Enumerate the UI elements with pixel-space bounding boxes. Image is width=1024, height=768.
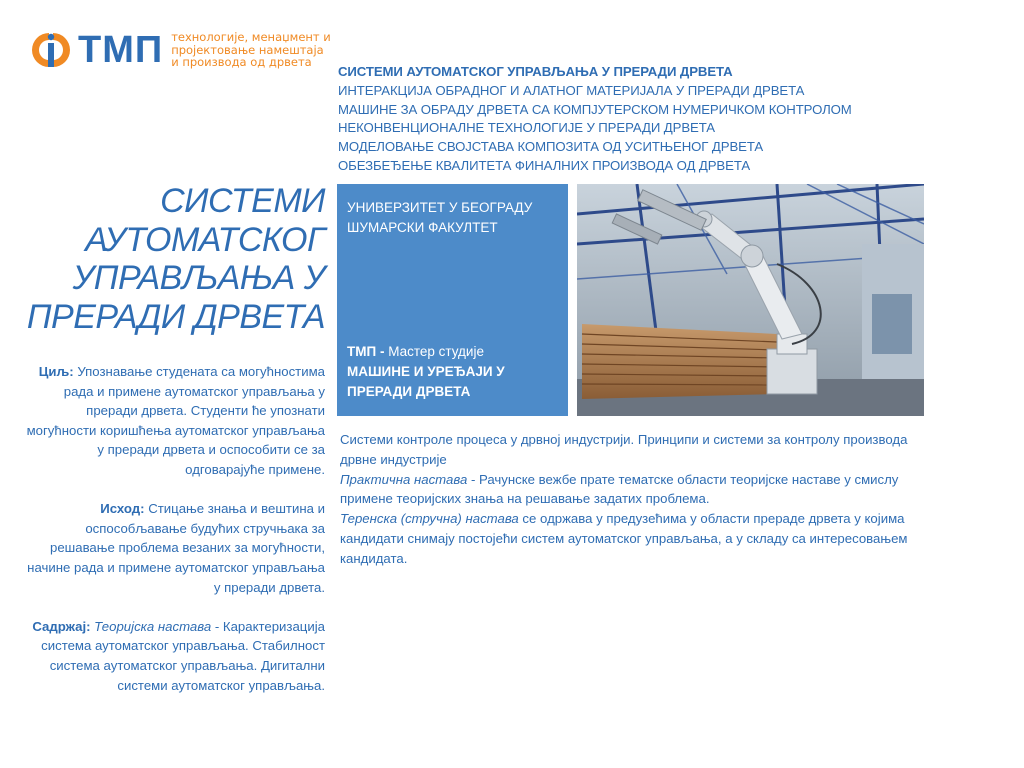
course-list: [338, 63, 852, 176]
course-item[interactable]: МОДЕЛОВАЊЕ СВОЈСТАВА КОМПОЗИТА ОД УСИТЊЕНОГ ДРВЕТА: [338, 139, 764, 155]
goal-paragraph: Циљ: Упознавање студената са могућностима рада и примене аутоматског управљања у преради дрвета. Студенти ће упознати могућности коришћења аутоматског управљања у преради дрвета и оспособити се за одговарајуће примене.: [26, 364, 325, 477]
field-paragraph: Теренска (стручна) настава се одржава у предузећима у области прераде дрвета у којима кандидати снимају постојећи систем аутоматског управљања, а у складу са интересовањем кандидата.: [340, 511, 908, 566]
logo-tagline: технологије, менаџмент и пројектовање намештаја и производа од дрвета: [171, 30, 331, 70]
course-item-active[interactable]: СИСТЕМИ АУТОМАТСКОГ УПРАВЉАЊА У ПРЕРАДИ ДРВЕТА: [338, 64, 733, 79]
program-box: [337, 184, 568, 416]
practical-paragraph: Практична настава - Рачунске вежбе прате тематске области теоријске наставе у смислу примене теоријских знања на решавање задатих проблема.: [340, 471, 899, 507]
course-summary: [24, 362, 325, 715]
program-info: ТМП - Мастер студије МАШИНЕ И УРЕЂАЈИ У ПРЕРАДИ ДРВЕТА: [347, 344, 505, 399]
content-paragraph: Садржај: Теоријска настава - Карактеризација система аутоматског управљања. Стабилност система аутоматског управљања. Дигитални системи аутоматског управљања.: [32, 618, 325, 693]
course-item[interactable]: МАШИНЕ ЗА ОБРАДУ ДРВЕТА СА КОМПЈУТЕРСКОМ НУМЕРИЧКОМ КОНТРОЛОМ: [338, 101, 852, 117]
tmp-logo-icon: [30, 29, 72, 71]
course-item[interactable]: ОБЕЗБЕЂЕЊЕ КВАЛИТЕТА ФИНАЛНИХ ПРОИЗВОДА ОД ДРВЕТА: [338, 157, 751, 173]
university-name: УНИВЕРЗИТЕТ У БЕОГРАДУ ШУМАРСКИ ФАКУЛТЕТ: [347, 200, 533, 235]
course-description: Системи контроле процеса у дрвној индустрији. Принципи и системи за контролу производа дрвне индустрије Практична настава - Рачунске вежбе прате тематске области теоријске наставе у смислу примене теоријских знања на решавање задатих проблема. Теренска (стручна) настава се одржава у предузећима у области прераде дрвета у којима кандидати снимају постојећи систем аутоматског управљања, а у складу са интересовањем кандидата.: [340, 430, 930, 569]
course-item[interactable]: НЕКОНВЕНЦИОНАЛНЕ ТЕХНОЛОГИЈЕ У ПРЕРАДИ ДРВЕТА: [338, 120, 715, 136]
course-item[interactable]: ИНТЕРАКЦИЈА ОБРАДНОГ И АЛАТНОГ МАТЕРИЈАЛА У ПРЕРАДИ ДРВЕТА: [338, 82, 805, 98]
outcome-paragraph: Исход: Стицање знања и вештина и оспособљавање будућих стручњака за решавање проблема везаних за могућности, начине рада и примене аутоматског управљања у преради дрвета.: [27, 501, 325, 595]
logo: [30, 28, 331, 72]
logo-letters: ТМП: [78, 29, 164, 71]
robot-photo: [577, 184, 924, 416]
page-title: СИСТЕМИ АУТОМАТСКОГ УПРАВЉАЊА У ПРЕРАДИ ДРВЕТА: [26, 182, 325, 336]
